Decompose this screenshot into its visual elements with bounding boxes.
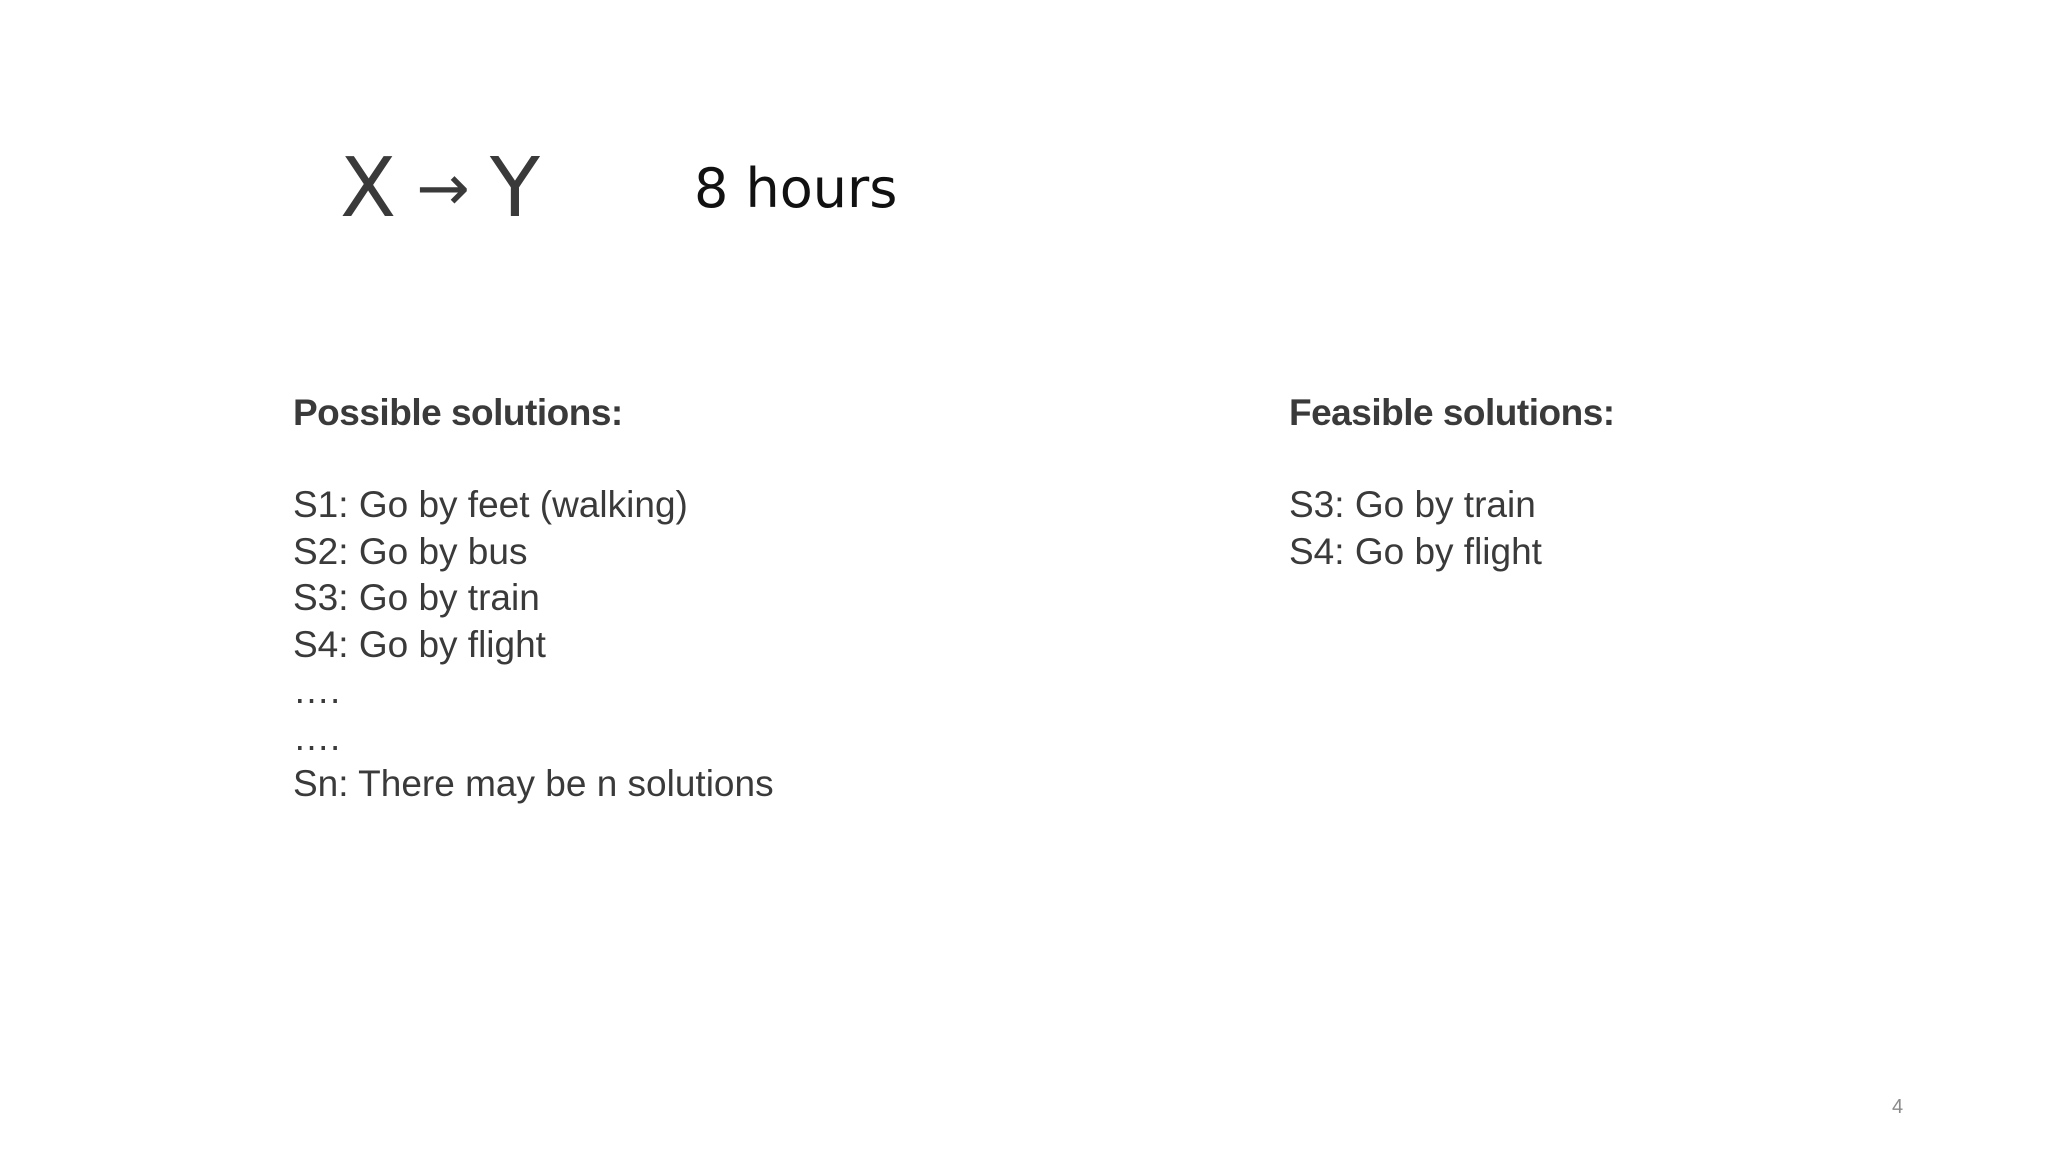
- list-item: ….: [293, 670, 341, 711]
- list-item: Sn: There may be n solutions: [293, 763, 774, 804]
- feasible-solutions-list: [1289, 482, 1615, 575]
- list-item: S4: Go by flight: [293, 623, 546, 665]
- duration-label: 8 hours: [694, 157, 898, 220]
- possible-solutions-list: [293, 482, 774, 808]
- feasible-solutions-section: [1289, 390, 1615, 575]
- route-formula: [340, 141, 540, 236]
- list-item: ….: [293, 716, 341, 758]
- list-item: S3: Go by train: [293, 577, 540, 618]
- possible-solutions-heading: Possible solutions:: [293, 392, 623, 433]
- origin-label: X: [340, 141, 397, 236]
- arrow-icon: →: [416, 152, 470, 226]
- page-number: 4: [1892, 1096, 1904, 1118]
- feasible-solutions-heading: Feasible solutions:: [1289, 392, 1615, 433]
- list-item: S1: Go by feet (walking): [293, 484, 688, 525]
- destination-label: Y: [489, 141, 540, 236]
- list-item: S4: Go by flight: [1289, 530, 1542, 572]
- list-item: S2: Go by bus: [293, 530, 528, 572]
- list-item: S3: Go by train: [1289, 484, 1536, 525]
- possible-solutions-section: [293, 390, 774, 808]
